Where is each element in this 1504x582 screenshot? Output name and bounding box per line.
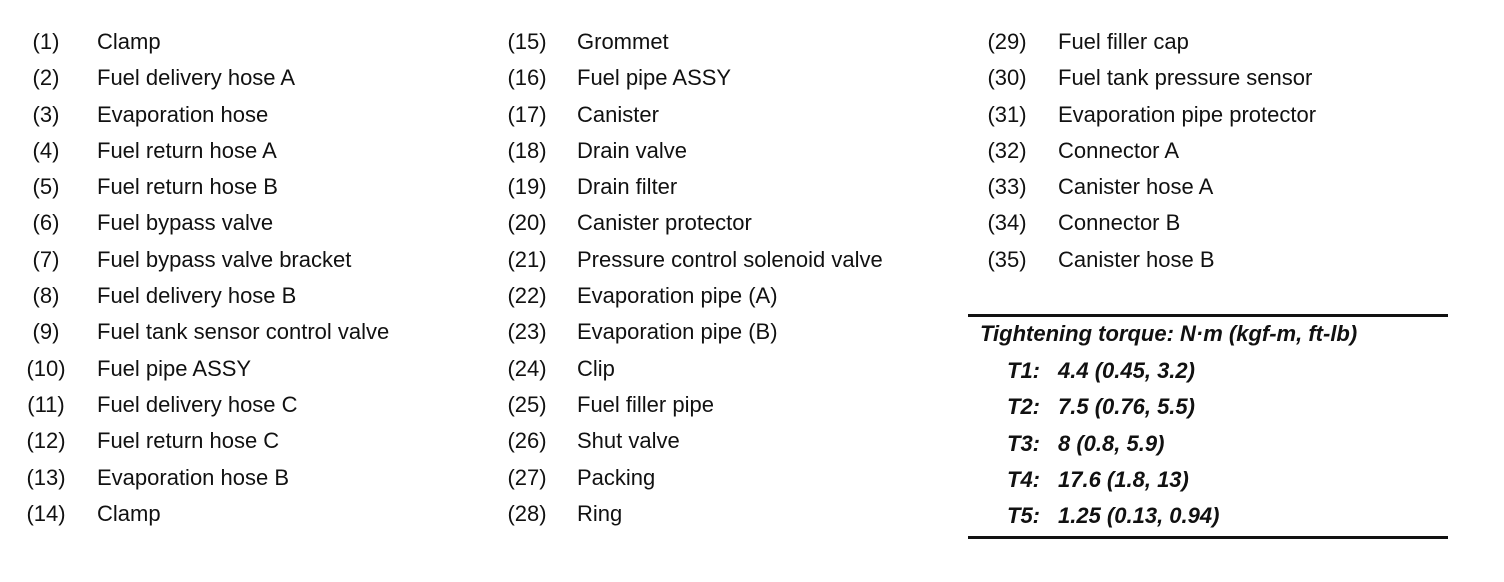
part-label: Fuel return hose C bbox=[97, 428, 280, 454]
part-item bbox=[24, 133, 389, 169]
part-label: Clip bbox=[577, 355, 615, 381]
part-item bbox=[24, 423, 389, 459]
part-number: (3) bbox=[32, 101, 60, 127]
part-label: Canister hose A bbox=[1058, 174, 1214, 200]
part-number: (34) bbox=[987, 210, 1027, 236]
part-item bbox=[24, 351, 389, 387]
part-number: (29) bbox=[987, 29, 1027, 54]
part-item bbox=[504, 60, 883, 96]
tightening-torque-table bbox=[968, 314, 1448, 539]
part-label: Shut valve bbox=[577, 428, 680, 454]
torque-row bbox=[968, 426, 1448, 462]
part-label: Packing bbox=[577, 464, 656, 490]
part-number: (10) bbox=[26, 355, 66, 381]
torque-value: 7.5 (0.76, 5.5) bbox=[1058, 394, 1195, 420]
part-number: (27) bbox=[507, 464, 547, 490]
torque-rows bbox=[968, 353, 1448, 534]
part-item bbox=[984, 205, 1316, 241]
part-label: Fuel filler pipe bbox=[577, 391, 714, 417]
torque-key: T4: bbox=[1007, 466, 1040, 492]
part-label: Fuel tank pressure sensor bbox=[1058, 65, 1313, 91]
part-item bbox=[504, 205, 883, 241]
torque-row bbox=[968, 389, 1448, 425]
part-label: Clamp bbox=[97, 500, 161, 526]
part-number: (14) bbox=[26, 500, 66, 526]
part-label: Fuel return hose B bbox=[97, 174, 278, 200]
part-item bbox=[984, 60, 1316, 96]
part-label: Fuel return hose A bbox=[97, 137, 277, 163]
part-item bbox=[504, 314, 883, 350]
part-label: Ring bbox=[577, 500, 623, 526]
part-item bbox=[24, 205, 389, 241]
part-item bbox=[984, 97, 1316, 133]
part-item bbox=[504, 169, 883, 205]
part-item bbox=[504, 97, 883, 133]
part-item bbox=[504, 387, 883, 423]
part-number: (16) bbox=[507, 65, 547, 91]
part-number: (12) bbox=[26, 428, 66, 454]
part-item bbox=[24, 496, 389, 532]
part-label: Evaporation pipe (A) bbox=[577, 283, 778, 309]
torque-key: T1: bbox=[1007, 358, 1040, 383]
part-item bbox=[504, 242, 883, 278]
part-number: (23) bbox=[507, 319, 547, 345]
part-label: Evaporation pipe protector bbox=[1058, 101, 1317, 127]
part-number: (5) bbox=[32, 174, 60, 200]
part-number: (7) bbox=[32, 246, 60, 272]
part-label: Fuel delivery hose C bbox=[97, 391, 298, 417]
part-number: (19) bbox=[507, 174, 547, 200]
part-label: Connector A bbox=[1058, 137, 1180, 163]
part-label: Fuel tank sensor control valve bbox=[97, 319, 390, 345]
part-label: Fuel delivery hose B bbox=[97, 283, 297, 309]
part-item bbox=[24, 60, 389, 96]
part-label: Connector B bbox=[1058, 210, 1181, 236]
part-item bbox=[984, 133, 1316, 169]
part-item bbox=[24, 278, 389, 314]
part-item bbox=[504, 24, 883, 60]
part-number: (26) bbox=[507, 428, 547, 454]
part-item bbox=[24, 242, 389, 278]
part-label: Evaporation pipe (B) bbox=[577, 319, 778, 345]
part-item bbox=[504, 351, 883, 387]
torque-table-title: Tightening torque: N·m (kgf-m, ft-lb) bbox=[980, 321, 1358, 346]
part-label: Canister hose B bbox=[1058, 246, 1215, 272]
part-label: Fuel pipe ASSY bbox=[577, 65, 732, 91]
part-number: (25) bbox=[507, 391, 547, 417]
part-label: Fuel pipe ASSY bbox=[97, 355, 252, 381]
part-number: (32) bbox=[987, 137, 1027, 163]
part-item bbox=[24, 314, 389, 350]
part-item bbox=[504, 496, 883, 532]
part-number: (8) bbox=[32, 283, 60, 309]
part-label: Evaporation hose bbox=[97, 101, 269, 127]
part-number: (4) bbox=[32, 137, 60, 163]
part-item bbox=[24, 97, 389, 133]
part-item bbox=[504, 460, 883, 496]
torque-key: T2: bbox=[1007, 394, 1040, 420]
part-item bbox=[984, 242, 1316, 278]
part-number: (24) bbox=[507, 355, 547, 381]
part-number: (33) bbox=[987, 174, 1027, 200]
parts-list-column-2 bbox=[504, 24, 883, 532]
part-number: (18) bbox=[507, 137, 547, 163]
torque-value: 1.25 (0.13, 0.94) bbox=[1058, 503, 1220, 529]
torque-value: 4.4 (0.45, 3.2) bbox=[1058, 358, 1195, 383]
part-item bbox=[504, 133, 883, 169]
part-item bbox=[24, 387, 389, 423]
torque-row bbox=[968, 462, 1448, 498]
part-item bbox=[24, 169, 389, 205]
part-label: Clamp bbox=[97, 29, 161, 54]
torque-value: 17.6 (1.8, 13) bbox=[1058, 466, 1189, 492]
part-number: (17) bbox=[507, 101, 547, 127]
torque-row bbox=[968, 353, 1448, 389]
part-number: (35) bbox=[987, 246, 1027, 272]
part-label: Drain valve bbox=[577, 137, 688, 163]
part-number: (28) bbox=[507, 500, 547, 526]
part-label: Fuel delivery hose A bbox=[97, 65, 296, 91]
part-label: Fuel filler cap bbox=[1058, 29, 1189, 54]
part-number: (11) bbox=[27, 391, 65, 417]
part-label: Drain filter bbox=[577, 174, 678, 200]
part-item bbox=[24, 24, 389, 60]
part-number: (6) bbox=[32, 210, 60, 236]
part-number: (22) bbox=[507, 283, 547, 309]
part-label: Canister bbox=[577, 101, 659, 127]
part-item bbox=[24, 460, 389, 496]
torque-key: T5: bbox=[1007, 503, 1040, 529]
part-item bbox=[984, 24, 1316, 60]
part-number: (30) bbox=[987, 65, 1027, 91]
part-label: Canister protector bbox=[577, 210, 752, 236]
torque-row bbox=[968, 498, 1448, 534]
part-item bbox=[504, 278, 883, 314]
parts-list-column-1 bbox=[24, 24, 389, 532]
torque-value: 8 (0.8, 5.9) bbox=[1058, 430, 1165, 456]
part-label: Fuel bypass valve bracket bbox=[97, 246, 352, 272]
part-number: (1) bbox=[32, 29, 60, 54]
part-number: (13) bbox=[26, 464, 66, 490]
part-item bbox=[504, 423, 883, 459]
part-label: Grommet bbox=[577, 29, 669, 54]
parts-list-column-3 bbox=[984, 24, 1316, 278]
part-item bbox=[984, 169, 1316, 205]
part-number: (2) bbox=[32, 65, 60, 91]
part-label: Evaporation hose B bbox=[97, 464, 290, 490]
part-number: (9) bbox=[32, 319, 60, 345]
part-label: Fuel bypass valve bbox=[97, 210, 274, 236]
part-number: (15) bbox=[507, 29, 547, 54]
part-number: (31) bbox=[987, 101, 1027, 127]
part-label: Pressure control solenoid valve bbox=[577, 246, 883, 272]
part-number: (21) bbox=[507, 246, 547, 272]
torque-key: T3: bbox=[1007, 430, 1040, 456]
part-number: (20) bbox=[507, 210, 547, 236]
